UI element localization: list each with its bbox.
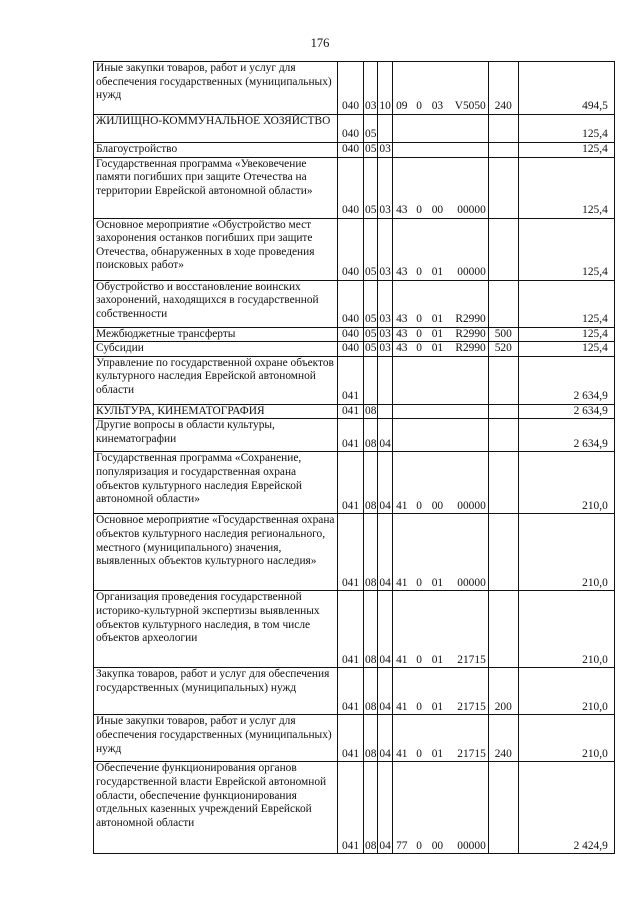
table-row: [94, 356, 615, 404]
target-article-part: 21715: [457, 700, 486, 713]
section-code: 08: [364, 404, 378, 419]
target-article-part: 43: [396, 204, 408, 216]
section-code: 08: [364, 668, 378, 715]
section-code: 08: [364, 762, 378, 854]
table-row: [94, 452, 615, 514]
subsection-code: [378, 404, 392, 419]
table-row: [94, 115, 615, 143]
target-article-part: 01: [431, 327, 444, 340]
amount: 125,4: [518, 342, 614, 357]
target-article-parts: [394, 748, 487, 762]
target-article-code: [392, 514, 488, 591]
table-row: [94, 157, 615, 218]
target-article-parts: [394, 266, 487, 280]
target-article-part: R2990: [455, 327, 486, 340]
target-article-code: [392, 591, 488, 668]
target-article-part: 21715: [457, 747, 486, 760]
target-article-part: 0: [416, 576, 422, 589]
section-code: 05: [364, 218, 378, 280]
target-article-parts: [394, 500, 487, 514]
table-row: [94, 668, 615, 715]
row-name: КУЛЬТУРА, КИНЕМАТОГРАФИЯ: [94, 404, 338, 419]
target-article-part: 00: [431, 204, 444, 216]
grbs-code: 040: [338, 342, 364, 357]
target-article-part: 41: [396, 700, 408, 713]
subsection-code: 10: [378, 62, 392, 115]
table-row: [94, 404, 615, 419]
table-row: [94, 327, 615, 342]
target-article-part: 00000: [457, 499, 486, 512]
target-article-part: 01: [431, 700, 444, 713]
section-code: [364, 356, 378, 404]
target-article-part: 00000: [457, 266, 486, 278]
grbs-code: 041: [338, 668, 364, 715]
amount: 125,4: [518, 280, 614, 327]
table-row: [94, 715, 615, 762]
grbs-code: 040: [338, 143, 364, 158]
expense-type-code: [488, 280, 518, 327]
grbs-code: 040: [338, 280, 364, 327]
target-article-part: 01: [431, 266, 444, 278]
row-name: Основное мероприятие «Обустройство мест захоронения останков погибших при защите Отечества, обнаруженных в ходе проведения поисковых работ»: [94, 218, 338, 280]
row-name: Государственная программа «Сохранение, популяризация и государственная охрана объектов культурного наследия Еврейской автономной области»: [94, 452, 338, 514]
grbs-code: 041: [338, 452, 364, 514]
target-article-part: 43: [396, 266, 408, 278]
grbs-code: 041: [338, 404, 364, 419]
amount: 2 634,9: [518, 356, 614, 404]
target-article-part: R2990: [455, 342, 486, 355]
target-article-code: [392, 404, 488, 419]
budget-table-body: [94, 62, 615, 854]
subsection-code: [378, 115, 392, 143]
table-row: [94, 62, 615, 115]
row-name: Управление по государственной охране объектов культурного наследия Еврейской автономной области: [94, 356, 338, 404]
target-article-part: 0: [416, 342, 422, 355]
grbs-code: 041: [338, 514, 364, 591]
amount: 2 634,9: [518, 419, 614, 452]
grbs-code: 040: [338, 157, 364, 218]
target-article-part: 00: [431, 499, 444, 512]
expense-type-code: 240: [488, 715, 518, 762]
target-article-code: [392, 62, 488, 115]
subsection-code: 03: [378, 143, 392, 158]
target-article-part: R2990: [455, 313, 486, 325]
target-article-part: 77: [396, 839, 408, 852]
target-article-code: [392, 356, 488, 404]
expense-type-code: 200: [488, 668, 518, 715]
row-name: Благоустройство: [94, 143, 338, 158]
target-article-parts: [394, 313, 487, 327]
row-name: Государственная программа «Увековечение памяти погибших при защите Отечества на территории Еврейской автономной области»: [94, 157, 338, 218]
target-article-part: V5050: [454, 100, 486, 113]
target-article-parts: [394, 100, 487, 114]
grbs-code: 040: [338, 218, 364, 280]
subsection-code: 04: [378, 762, 392, 854]
target-article-part: 00: [431, 839, 444, 852]
target-article-code: [392, 218, 488, 280]
target-article-parts: [394, 577, 487, 591]
expense-type-code: [488, 591, 518, 668]
amount: 125,4: [518, 218, 614, 280]
amount: 2 424,9: [518, 762, 614, 854]
row-name: Организация проведения государственной историко-культурной экспертизы выявленных объектов культурного наследия, в том числе объектов археологии: [94, 591, 338, 668]
subsection-code: 04: [378, 668, 392, 715]
target-article-code: [392, 143, 488, 158]
grbs-code: 040: [338, 62, 364, 115]
target-article-part: 0: [416, 839, 422, 852]
subsection-code: 04: [378, 452, 392, 514]
section-code: 05: [364, 143, 378, 158]
table-row: [94, 143, 615, 158]
budget-table: [93, 61, 615, 854]
subsection-code: 04: [378, 514, 392, 591]
target-article-part: 43: [396, 313, 408, 325]
target-article-part: 01: [431, 342, 444, 355]
target-article-part: 01: [431, 313, 444, 325]
expense-type-code: [488, 157, 518, 218]
amount: 125,4: [518, 143, 614, 158]
target-article-parts: [394, 654, 487, 668]
amount: 210,0: [518, 514, 614, 591]
table-row: [94, 762, 615, 854]
target-article-code: [392, 762, 488, 854]
target-article-part: 0: [416, 204, 422, 216]
target-article-part: 09: [396, 100, 408, 113]
expense-type-code: [488, 419, 518, 452]
expense-type-code: 520: [488, 342, 518, 357]
subsection-code: 04: [378, 715, 392, 762]
grbs-code: 041: [338, 356, 364, 404]
target-article-code: [392, 342, 488, 357]
section-code: 03: [364, 62, 378, 115]
table-row: [94, 280, 615, 327]
target-article-part: 0: [416, 327, 422, 340]
amount: 210,0: [518, 452, 614, 514]
amount: 210,0: [518, 591, 614, 668]
grbs-code: 040: [338, 327, 364, 342]
subsection-code: 03: [378, 280, 392, 327]
row-name: Субсидии: [94, 342, 338, 357]
target-article-part: 0: [416, 266, 422, 278]
table-row: [94, 591, 615, 668]
target-article-part: 41: [396, 653, 408, 666]
amount: 494,5: [518, 62, 614, 115]
target-article-code: [392, 452, 488, 514]
grbs-code: 040: [338, 115, 364, 143]
table-row: [94, 218, 615, 280]
section-code: 05: [364, 157, 378, 218]
row-name: Иные закупки товаров, работ и услуг для обеспечения государственных (муниципальных) нужд: [94, 62, 338, 115]
table-row: [94, 342, 615, 357]
target-article-code: [392, 157, 488, 218]
target-article-part: 41: [396, 747, 408, 760]
amount: 210,0: [518, 668, 614, 715]
section-code: 08: [364, 715, 378, 762]
row-name: Другие вопросы в области культуры, кинематографии: [94, 419, 338, 452]
row-name: Основное мероприятие «Государственная охрана объектов культурного наследия регионального, местного (муниципального) значения, выявленных объектов культурного наследия»: [94, 514, 338, 591]
target-article-parts: [394, 840, 487, 854]
row-name: Обустройство и восстановление воинских захоронений, находящихся в государственной собственности: [94, 280, 338, 327]
section-code: 05: [364, 280, 378, 327]
section-code: 08: [364, 452, 378, 514]
section-code: 08: [364, 591, 378, 668]
section-code: 05: [364, 327, 378, 342]
target-article-parts: [394, 342, 487, 356]
subsection-code: 03: [378, 342, 392, 357]
target-article-part: 43: [396, 342, 408, 355]
target-article-parts: [394, 328, 487, 342]
target-article-part: 00000: [457, 576, 486, 589]
expense-type-code: [488, 143, 518, 158]
target-article-part: 0: [416, 700, 422, 713]
amount: 210,0: [518, 715, 614, 762]
amount: 2 634,9: [518, 404, 614, 419]
table-row: [94, 419, 615, 452]
target-article-part: 00000: [457, 839, 486, 852]
target-article-part: 0: [416, 499, 422, 512]
grbs-code: 041: [338, 762, 364, 854]
subsection-code: [378, 356, 392, 404]
subsection-code: 03: [378, 327, 392, 342]
target-article-part: 01: [431, 653, 444, 666]
amount: 125,4: [518, 327, 614, 342]
section-code: 08: [364, 514, 378, 591]
row-name: Иные закупки товаров, работ и услуг для обеспечения государственных (муниципальных) нужд: [94, 715, 338, 762]
grbs-code: 041: [338, 591, 364, 668]
section-code: 05: [364, 115, 378, 143]
expense-type-code: 500: [488, 327, 518, 342]
target-article-code: [392, 419, 488, 452]
page-number: 176: [310, 36, 330, 50]
row-name: Обеспечение функционирования органов государственной власти Еврейской автономной области, обеспечение функционирования отдельных казенных учреждений Еврейской автономной области: [94, 762, 338, 854]
target-article-code: [392, 715, 488, 762]
section-code: 08: [364, 419, 378, 452]
expense-type-code: [488, 356, 518, 404]
amount: 125,4: [518, 115, 614, 143]
row-name: Закупка товаров, работ и услуг для обеспечения государственных (муниципальных) нужд: [94, 668, 338, 715]
amount: 125,4: [518, 157, 614, 218]
target-article-code: [392, 327, 488, 342]
target-article-part: 0: [416, 747, 422, 760]
target-article-part: 41: [396, 499, 408, 512]
subsection-code: 04: [378, 419, 392, 452]
target-article-part: 41: [396, 576, 408, 589]
target-article-part: 01: [431, 747, 444, 760]
grbs-code: 041: [338, 715, 364, 762]
subsection-code: 03: [378, 218, 392, 280]
expense-type-code: [488, 115, 518, 143]
target-article-part: 00000: [457, 204, 486, 216]
expense-type-code: 240: [488, 62, 518, 115]
target-article-parts: [394, 204, 487, 218]
target-article-part: 0: [416, 653, 422, 666]
target-article-part: 0: [416, 313, 422, 325]
target-article-code: [392, 668, 488, 715]
target-article-part: 03: [431, 100, 444, 113]
row-name: Межбюджетные трансферты: [94, 327, 338, 342]
target-article-part: 01: [431, 576, 444, 589]
subsection-code: 03: [378, 157, 392, 218]
target-article-part: 21715: [457, 653, 486, 666]
subsection-code: 04: [378, 591, 392, 668]
expense-type-code: [488, 452, 518, 514]
section-code: 05: [364, 342, 378, 357]
row-name: ЖИЛИЩНО-КОММУНАЛЬНОЕ ХОЗЯЙСТВО: [94, 115, 338, 143]
target-article-code: [392, 280, 488, 327]
expense-type-code: [488, 404, 518, 419]
expense-type-code: [488, 514, 518, 591]
expense-type-code: [488, 762, 518, 854]
target-article-part: 43: [396, 327, 408, 340]
target-article-code: [392, 115, 488, 143]
table-row: [94, 514, 615, 591]
expense-type-code: [488, 218, 518, 280]
grbs-code: 041: [338, 419, 364, 452]
target-article-part: 0: [416, 100, 422, 113]
target-article-parts: [394, 701, 487, 715]
